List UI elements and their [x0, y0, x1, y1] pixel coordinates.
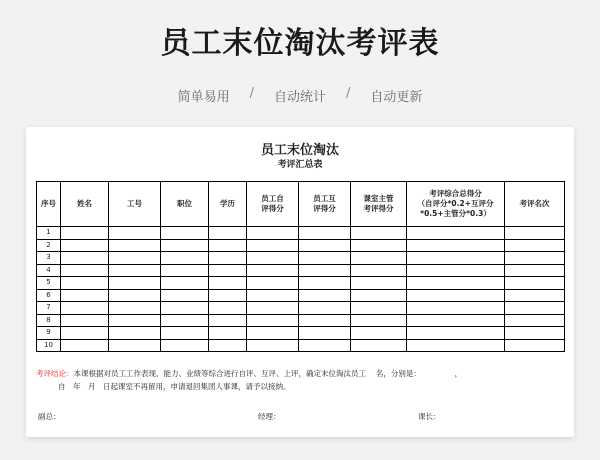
table-cell[interactable] — [299, 302, 351, 315]
table-cell[interactable] — [61, 327, 109, 340]
table-cell[interactable] — [109, 327, 161, 340]
table-cell[interactable] — [109, 277, 161, 290]
table-cell[interactable] — [161, 327, 209, 340]
table-cell[interactable] — [61, 252, 109, 265]
table-cell[interactable] — [209, 339, 247, 352]
table-cell[interactable] — [247, 289, 299, 302]
column-header-line: 学历 — [220, 198, 235, 208]
manager-signature: 经理： — [258, 412, 281, 421]
column-header — [161, 182, 209, 227]
column-header — [407, 182, 505, 227]
document-title: 员工末位淘汰 — [260, 143, 339, 158]
table-body — [37, 227, 565, 352]
table-cell[interactable] — [505, 277, 565, 290]
column-header-line: 考评名次 — [519, 198, 550, 208]
row-number-cell: 8 — [37, 314, 61, 327]
table-cell[interactable] — [161, 252, 209, 265]
row-number-cell: 7 — [37, 302, 61, 315]
table-cell[interactable] — [407, 327, 505, 340]
table-cell[interactable] — [247, 314, 299, 327]
table-cell[interactable] — [299, 339, 351, 352]
table-row — [37, 264, 565, 277]
table-cell[interactable] — [109, 314, 161, 327]
evaluation-table — [36, 181, 565, 352]
table-cell[interactable] — [505, 327, 565, 340]
table-cell[interactable] — [61, 302, 109, 315]
table-cell[interactable] — [109, 239, 161, 252]
table-cell[interactable] — [209, 327, 247, 340]
table-cell[interactable] — [161, 227, 209, 240]
table-cell[interactable] — [247, 264, 299, 277]
table-cell[interactable] — [505, 314, 565, 327]
table-cell[interactable] — [209, 314, 247, 327]
table-cell[interactable] — [161, 289, 209, 302]
table-cell[interactable] — [247, 327, 299, 340]
row-number-cell: 10 — [37, 339, 61, 352]
row-number-cell: 9 — [37, 327, 61, 340]
conclusion-label: 考评结论： — [36, 369, 74, 378]
table-cell[interactable] — [247, 227, 299, 240]
table-cell[interactable] — [109, 339, 161, 352]
column-header — [37, 182, 61, 227]
table-cell[interactable] — [209, 289, 247, 302]
table-cell[interactable] — [351, 314, 407, 327]
column-header-line: 评得分 — [261, 204, 284, 213]
table-cell[interactable] — [61, 339, 109, 352]
table-cell[interactable] — [351, 302, 407, 315]
table-cell[interactable] — [407, 314, 505, 327]
table-cell[interactable] — [109, 252, 161, 265]
feature-separator: / — [346, 86, 351, 101]
document-subtitle: 考评汇总表 — [277, 160, 323, 170]
table-cell[interactable] — [247, 302, 299, 315]
row-number-cell: 1 — [37, 227, 61, 240]
table-cell[interactable] — [209, 264, 247, 277]
column-header-line: （自评分*0.2+互评分 — [417, 198, 494, 208]
table-cell[interactable] — [61, 227, 109, 240]
table-row — [37, 302, 565, 315]
table-cell[interactable] — [299, 314, 351, 327]
table-cell[interactable] — [161, 264, 209, 277]
table-cell[interactable] — [407, 264, 505, 277]
column-header-line: 序号 — [41, 198, 56, 208]
table-cell[interactable] — [109, 302, 161, 315]
column-header-line: 考评综合总得分 — [429, 188, 482, 198]
table-cell[interactable] — [109, 264, 161, 277]
table-cell[interactable] — [351, 289, 407, 302]
table-cell[interactable] — [505, 264, 565, 277]
vice-president-signature: 副总： — [38, 412, 61, 421]
table-cell[interactable] — [161, 239, 209, 252]
column-header — [61, 182, 109, 227]
table-cell[interactable] — [505, 239, 565, 252]
table-cell[interactable] — [247, 277, 299, 290]
table-cell[interactable] — [161, 339, 209, 352]
table-cell[interactable] — [505, 339, 565, 352]
table-row — [37, 252, 565, 265]
table-cell[interactable] — [351, 227, 407, 240]
table-cell[interactable] — [161, 277, 209, 290]
column-header — [209, 182, 247, 227]
row-number-cell: 3 — [37, 252, 61, 265]
table-cell[interactable] — [209, 277, 247, 290]
feature-item: 自动更新 — [370, 90, 423, 105]
table-cell[interactable] — [299, 289, 351, 302]
table-row — [37, 277, 565, 290]
row-number-cell: 6 — [37, 289, 61, 302]
table-cell[interactable] — [351, 277, 407, 290]
table-cell[interactable] — [299, 252, 351, 265]
table-cell[interactable] — [209, 302, 247, 315]
table-cell[interactable] — [247, 339, 299, 352]
table-cell[interactable] — [61, 264, 109, 277]
table-row — [37, 327, 565, 340]
column-header-line: 职位 — [177, 198, 192, 208]
table-cell[interactable] — [247, 252, 299, 265]
table-cell[interactable] — [247, 239, 299, 252]
column-header-line: 员工自 — [261, 193, 284, 203]
column-header — [109, 182, 161, 227]
table-cell[interactable] — [407, 339, 505, 352]
table-cell[interactable] — [407, 252, 505, 265]
table-cell[interactable] — [505, 302, 565, 315]
table-cell[interactable] — [351, 264, 407, 277]
table-cell[interactable] — [407, 239, 505, 252]
table-cell[interactable] — [351, 327, 407, 340]
table-cell[interactable] — [407, 302, 505, 315]
table-cell[interactable] — [351, 239, 407, 252]
column-header — [247, 182, 299, 227]
table-cell[interactable] — [209, 227, 247, 240]
section-chief-signature: 课长： — [418, 412, 441, 421]
column-header-line: 姓名 — [77, 198, 92, 208]
table-cell[interactable] — [109, 227, 161, 240]
table-cell[interactable] — [109, 289, 161, 302]
table-row — [37, 227, 565, 240]
table-cell[interactable] — [61, 239, 109, 252]
table-row — [37, 289, 565, 302]
column-header-line: 工号 — [127, 198, 142, 208]
table-cell[interactable] — [299, 327, 351, 340]
column-header-line: 员工互 — [313, 193, 336, 203]
table-cell[interactable] — [299, 264, 351, 277]
page-title: 员工末位淘汰考评表 — [160, 26, 440, 61]
table-cell[interactable] — [61, 277, 109, 290]
feature-item: 自动统计 — [273, 90, 326, 105]
table-header-row — [37, 182, 565, 227]
table-cell[interactable] — [407, 227, 505, 240]
table-row — [37, 239, 565, 252]
column-header — [299, 182, 351, 227]
table-cell[interactable] — [351, 252, 407, 265]
row-number-cell: 2 — [37, 239, 61, 252]
table-cell[interactable] — [61, 289, 109, 302]
conclusion-text: 本课根据对员工工作表现、能力、业绩等综合进行自评、互评、上评，确定末位淘汰员工 名，分别是： ， — [73, 369, 463, 378]
table-cell[interactable] — [351, 339, 407, 352]
table-cell[interactable] — [161, 314, 209, 327]
table-cell[interactable] — [505, 227, 565, 240]
table-row — [37, 314, 565, 327]
column-header — [505, 182, 565, 227]
conclusion-text-line2: 自 年 月 日起课室不再留用，申请退回集团人事课，请予以接纳。 — [58, 382, 291, 391]
table-cell[interactable] — [407, 289, 505, 302]
column-header-line: 评得分 — [313, 204, 336, 213]
column-header — [351, 182, 407, 227]
table-cell[interactable] — [299, 239, 351, 252]
column-header-line: 课室主管 — [363, 193, 394, 203]
table-cell[interactable] — [299, 277, 351, 290]
conclusion — [36, 367, 564, 393]
row-number-cell: 5 — [37, 277, 61, 290]
feature-list — [0, 86, 600, 105]
spreadsheet-preview — [26, 127, 574, 437]
table-cell[interactable] — [161, 302, 209, 315]
table-cell[interactable] — [505, 252, 565, 265]
table-cell[interactable] — [209, 252, 247, 265]
column-header-line: 考评得分 — [363, 204, 394, 213]
table-cell[interactable] — [299, 227, 351, 240]
feature-item: 简单易用 — [177, 90, 230, 105]
table-row — [37, 339, 565, 352]
feature-separator: / — [249, 86, 254, 101]
table-cell[interactable] — [61, 314, 109, 327]
row-number-cell: 4 — [37, 264, 61, 277]
table-cell[interactable] — [505, 289, 565, 302]
table-cell[interactable] — [209, 239, 247, 252]
column-header-line: *0.5+主管分*0.3） — [420, 209, 491, 219]
table-cell[interactable] — [407, 277, 505, 290]
